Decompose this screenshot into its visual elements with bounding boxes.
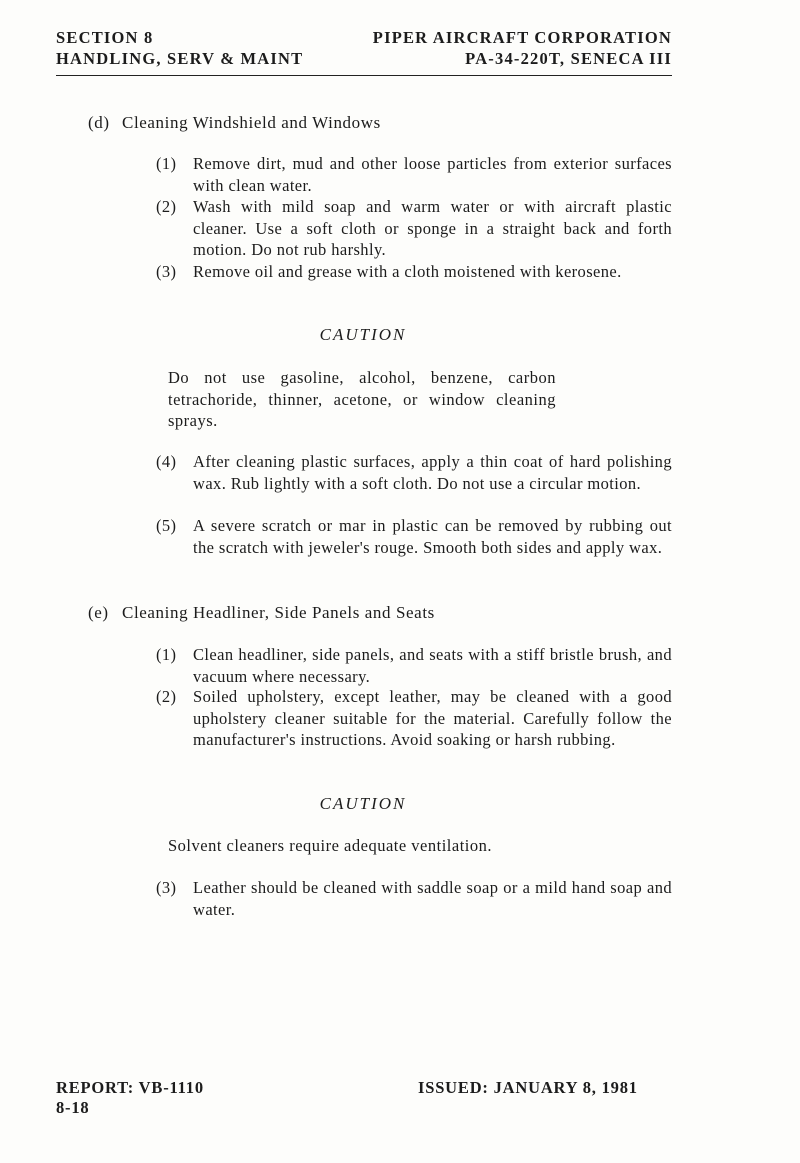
header-row-bottom <box>56 49 672 69</box>
section-e-title: Cleaning Headliner, Side Panels and Seats <box>122 603 435 622</box>
list-item <box>156 261 672 283</box>
step-number: (4) <box>156 452 177 471</box>
list-item <box>156 515 672 558</box>
step-number: (3) <box>156 262 177 281</box>
step-text: Remove dirt, mud and other loose particles from exterior surfaces with clean water. <box>193 154 672 195</box>
section-e-heading <box>88 602 435 623</box>
step-text: Remove oil and grease with a cloth moistened with kerosene. <box>193 262 622 281</box>
list-item <box>156 644 672 687</box>
section-d-label: (d) <box>88 113 110 132</box>
step-number: (1) <box>156 154 177 173</box>
caution-heading: CAUTION <box>319 325 407 344</box>
step-number: (2) <box>156 197 177 216</box>
company-name: PIPER AIRCRAFT CORPORATION <box>372 28 672 47</box>
step-number: (5) <box>156 516 177 535</box>
aircraft-model: PA-34-220T, SENECA III <box>465 49 672 68</box>
report-number: REPORT: VB-1110 <box>56 1078 204 1097</box>
header-divider <box>56 75 672 76</box>
step-number: (3) <box>156 878 177 897</box>
section-d-heading <box>88 112 381 133</box>
step-number: (2) <box>156 687 177 706</box>
list-item <box>156 153 672 196</box>
footer-report <box>56 1078 204 1118</box>
header-row-top <box>56 28 672 48</box>
section-title: HANDLING, SERV & MAINT <box>56 49 304 68</box>
list-item <box>156 686 672 751</box>
list-item <box>156 196 672 261</box>
step-text: A severe scratch or mar in plastic can be removed by rubbing out the scratch with jeweler's rouge. Smooth both sides and apply wax. <box>193 516 672 557</box>
caution-text: Do not use gasoline, alcohol, benzene, carbon tetrachoride, thinner, acetone, or window cleaning sprays. <box>168 368 556 430</box>
section-number: SECTION 8 <box>56 28 154 47</box>
section-d-title: Cleaning Windshield and Windows <box>122 113 381 132</box>
footer-issued-date: ISSUED: JANUARY 8, 1981 <box>418 1078 638 1097</box>
section-e-label: (e) <box>88 603 109 622</box>
step-text: Soiled upholstery, except leather, may be cleaned with a good upholstery cleaner suitable for the material. Carefully follow the manufacturer's instructions. Avoid soaking or harsh rubbing. <box>193 687 672 749</box>
step-text: Clean headliner, side panels, and seats with a stiff bristle brush, and vacuum where necessary. <box>193 645 672 686</box>
step-text: Leather should be cleaned with saddle soap or a mild hand soap and water. <box>193 878 672 919</box>
step-text: After cleaning plastic surfaces, apply a thin coat of hard polishing wax. Rub lightly with a soft cloth. Do not use a circular motion. <box>193 452 672 493</box>
list-item <box>156 877 672 920</box>
caution-heading: CAUTION <box>319 794 407 813</box>
step-number: (1) <box>156 645 177 664</box>
list-item <box>156 451 672 494</box>
step-text: Wash with mild soap and warm water or with aircraft plastic cleaner. Use a soft cloth or sponge in a straight back and forth motion. Do not rub harshly. <box>193 197 672 259</box>
page-number: 8-18 <box>56 1098 90 1117</box>
caution-text: Solvent cleaners require adequate ventilation. <box>168 836 493 855</box>
